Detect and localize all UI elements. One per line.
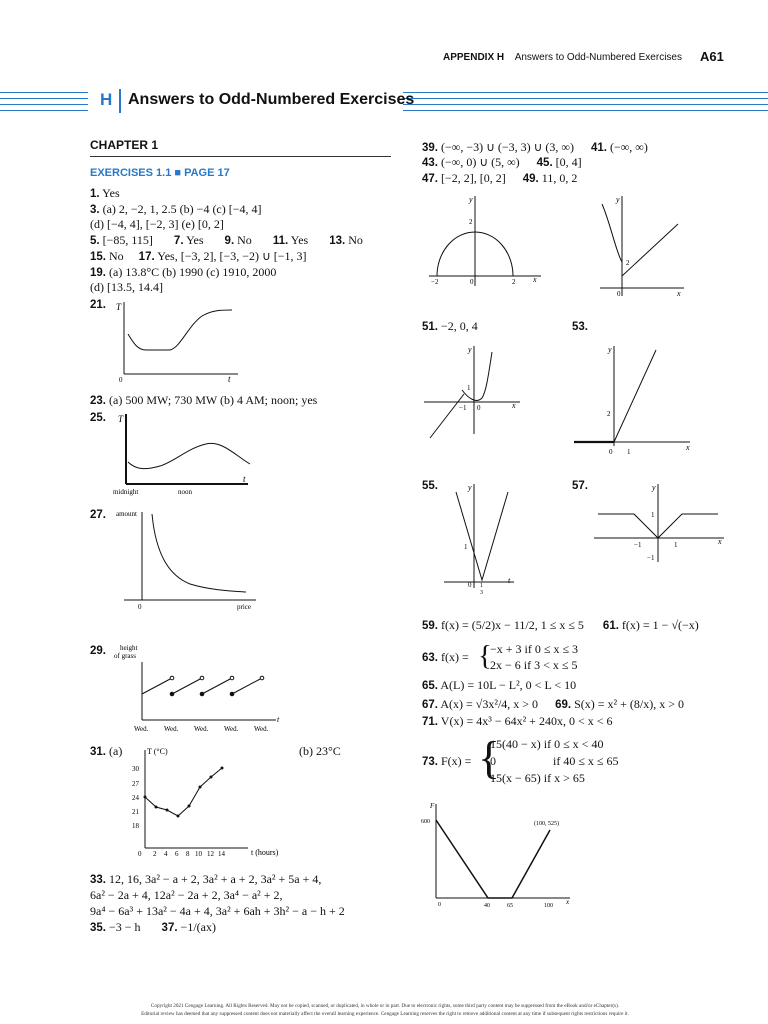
graph-51 (420, 342, 530, 442)
tick-label: 0 (470, 278, 474, 286)
axis-label: y (652, 483, 656, 492)
graph-27 (110, 506, 260, 612)
axis-label: x (533, 275, 537, 284)
tick-label: 1 (651, 511, 655, 519)
tick-label: −1 (634, 541, 642, 549)
tick-label: 1 (467, 384, 471, 392)
graph-41 (580, 192, 690, 304)
axis-label: y (616, 195, 620, 204)
axis-label: x (718, 537, 722, 546)
graph-39 (425, 192, 545, 290)
answer-39-41: 39. (−∞, −3) ∪ (−3, 3) ∪ (3, ∞) 41. (−∞, ∞) (422, 140, 648, 154)
graph-21 (110, 298, 250, 386)
svg-text:0: 0 (138, 850, 142, 858)
title-letter: H (100, 90, 113, 109)
answer-43-45: 43. (−∞, 0) ∪ (5, ∞) 45. [0, 4] (422, 155, 582, 169)
banner-rule-left (0, 110, 88, 111)
curve (145, 768, 222, 816)
axis-label: y (469, 195, 473, 204)
axis-label: F (430, 802, 435, 810)
axis-label: of grass (114, 652, 136, 660)
answer-65: 65. A(L) = 10L − L², 0 < L < 10 (422, 678, 577, 692)
axis-label: x (677, 289, 681, 298)
svg-text:21: 21 (132, 808, 139, 816)
answer-15-17: 15. No 17. Yes, [−3, 2], [−3, −2) ∪ [−1, 3] (90, 249, 307, 263)
svg-text:18: 18 (132, 822, 139, 830)
tick-label: 1 (627, 448, 631, 456)
segments (142, 676, 264, 696)
axis-label: 0 (138, 603, 142, 611)
svg-text:12: 12 (207, 850, 214, 858)
answer-63-case2: 2x − 6 if 3 < x ≤ 5 (490, 658, 578, 672)
copyright-line: Copyright 2021 Cengage Learning. All Rights Reserved. May not be copied, scanned, or duplicated, in whole or in part. Due to electronic rights, some third party content may be suppressed from the eBook and/or eChapter(s). (150, 1003, 620, 1009)
answer-63-case1: −x + 3 if 0 ≤ x ≤ 3 (490, 642, 579, 656)
svg-text:4: 4 (164, 850, 168, 858)
axis-label: t (hours) (251, 848, 279, 857)
answer-31: 31. (a) (90, 744, 123, 758)
tick-label: Wed. (194, 725, 209, 733)
title-divider (119, 89, 121, 113)
appendix-label: APPENDIX H (443, 52, 505, 63)
answer-51: 51. −2, 0, 4 (422, 319, 478, 333)
tick-label: 40 (484, 903, 490, 909)
curve (430, 394, 464, 438)
tick-label: Wed. (254, 725, 269, 733)
banner-rule-right (403, 98, 768, 99)
axis-label: T (116, 302, 122, 312)
tick-label: 2 (626, 259, 630, 267)
tick-label: −2 (431, 278, 439, 286)
curve (622, 224, 678, 276)
answer-19-cont: (d) [13.5, 14.4] (90, 280, 163, 294)
appendix-title: Answers to Odd-Numbered Exercises (514, 52, 682, 63)
answer-33: 33. 12, 16, 3a² − a + 2, 3a² + a + 2, 3a² + 5a + 4, (90, 872, 322, 886)
answer-57-label: 57. (572, 480, 588, 492)
tick-label: Wed. (134, 725, 149, 733)
y-ticks (132, 765, 140, 830)
svg-text:8: 8 (186, 850, 190, 858)
answer-55-label: 55. (422, 480, 438, 492)
answer-73: 73. F(x) = (422, 754, 472, 768)
answer-29-label: 29. (90, 645, 106, 657)
svg-text:6: 6 (175, 850, 179, 858)
tick-label: 2 (512, 278, 516, 286)
banner-rule-right (403, 104, 768, 105)
answer-73-case2: 0 if 40 ≤ x ≤ 65 (490, 754, 619, 768)
banner-rule-left (0, 98, 88, 99)
tick-label: 2 (469, 218, 473, 226)
axis-label: amount (116, 510, 137, 518)
answer-5-13: 5. [−85, 115] 7. Yes 9. No 11. Yes 13. No (90, 233, 363, 247)
axis-label: T (°C) (147, 747, 168, 756)
axis-label: height (120, 644, 138, 652)
curve (128, 310, 232, 350)
answer-33-cont2: 9a⁴ − 6a³ + 13a² − 4a + 4, 3a² + 6ah + 3h² − a − h + 2 (90, 904, 345, 918)
axis-label: y (608, 345, 612, 354)
answer-27-label: 27. (90, 509, 106, 521)
graph-55 (440, 480, 530, 600)
page-number: A61 (700, 49, 724, 64)
tick-label: 0 (438, 902, 441, 908)
tick-label: 0 (609, 448, 613, 456)
tick-label: 1 (480, 583, 483, 589)
answer-73-case1: 15(40 − x) if 0 ≤ x < 40 (490, 737, 604, 751)
axis-label: x (686, 443, 690, 452)
curve (152, 514, 246, 592)
answer-73-case3: 15(x − 65) if x > 65 (490, 771, 585, 785)
tick-label: 0 (468, 581, 472, 589)
curve (128, 443, 250, 468)
banner-rule-right (403, 92, 768, 93)
answer-63: 63. f(x) = (422, 650, 469, 664)
tick-label: 2 (607, 410, 611, 418)
curve (614, 350, 656, 442)
axis-label: t (243, 474, 246, 484)
graph-31 (118, 744, 288, 862)
axis-label: x (512, 401, 516, 410)
axis-label: t (277, 715, 280, 724)
tick-label: noon (178, 488, 192, 496)
answer-33-cont1: 6a² − 2a + 4, 12a² − 2a + 2, 3a⁴ − a² + 2, (90, 888, 283, 902)
tick-label: Wed. (224, 725, 239, 733)
axis-label: y (468, 345, 472, 354)
tick-label: midnight (113, 488, 139, 496)
tick-label: −1 (647, 554, 655, 562)
answer-19: 19. (a) 13.8°C (b) 1990 (c) 1910, 2000 (90, 265, 277, 279)
copyright-line: Editorial review has deemed that any suppressed content does not materially affect the overall learning experience. Cengage Learning reserves the right to remove additional content at any time if subsequent rights restrictions require it. (141, 1011, 629, 1017)
axis-label: 0 (119, 376, 123, 384)
graph-57 (590, 480, 730, 564)
svg-text:27: 27 (132, 780, 139, 788)
banner-rule-left (0, 92, 88, 93)
svg-text:2: 2 (153, 850, 157, 858)
page-title: Answers to Odd-Numbered Exercises (128, 91, 415, 108)
answer-53-label: 53. (572, 321, 588, 333)
answer-25-label: 25. (90, 412, 106, 424)
tick-label: 100 (544, 903, 553, 909)
curve (602, 204, 622, 262)
answer-71: 71. V(x) = 4x³ − 64x² + 240x, 0 < x < 6 (422, 714, 613, 728)
axis-label: t (508, 576, 511, 585)
svg-text:14: 14 (218, 850, 225, 858)
curve (462, 352, 492, 400)
axis-label: T (118, 414, 124, 424)
tick-label: Wed. (164, 725, 179, 733)
graph-53 (570, 342, 700, 460)
x-ticks (138, 850, 226, 858)
tick-label: 0 (617, 290, 621, 298)
svg-text:30: 30 (132, 765, 139, 773)
svg-text:10: 10 (195, 850, 202, 858)
tick-label: (100, 525) (534, 821, 559, 827)
answer-31b: (b) 23°C (299, 744, 341, 758)
svg-text:24: 24 (132, 794, 139, 802)
curve (436, 820, 550, 898)
brace: { (478, 732, 501, 783)
chapter-rule (90, 156, 391, 157)
tick-label: −1 (459, 404, 467, 412)
banner-rule-right (403, 110, 768, 111)
tick-label: 1 (464, 543, 468, 551)
answer-1: 1. Yes (90, 186, 120, 200)
axis-label: price (237, 603, 251, 611)
graph-25 (110, 410, 255, 500)
tick-label: 65 (507, 903, 513, 909)
answer-3-cont: (d) [−4, 4], [−2, 3] (e) [0, 2] (90, 217, 224, 231)
answer-23: 23. (a) 500 MW; 730 MW (b) 4 AM; noon; yes (90, 393, 318, 407)
banner-rule-left (0, 104, 88, 105)
chapter-heading: CHAPTER 1 (90, 138, 159, 152)
tick-label: 1 (674, 541, 678, 549)
graph-29 (110, 642, 280, 734)
axis-label: x (566, 898, 570, 906)
tick-label: 600 (421, 819, 430, 825)
tick-label: 0 (477, 404, 481, 412)
answer-67-69: 67. A(x) = √3x²/4, x > 0 69. S(x) = x² + (8/x), x > 0 (422, 697, 684, 711)
tick-label: 3 (480, 590, 483, 596)
exercises-heading: EXERCISES 1.1 ■ PAGE 17 (90, 167, 230, 179)
graph-73 (420, 798, 580, 914)
answer-21-label: 21. (90, 299, 106, 311)
answer-35-37: 35. −3 − h 37. −1/(ax) (90, 920, 216, 934)
running-header (443, 52, 682, 63)
axis-label: t (228, 374, 231, 384)
points (144, 767, 224, 818)
axis-label: y (468, 483, 472, 492)
brace: { (478, 640, 492, 672)
answer-59-61: 59. f(x) = (5/2)x − 11/2, 1 ≤ x ≤ 5 61. f(x) = 1 − √(−x) (422, 618, 699, 632)
curve (456, 492, 508, 580)
answer-47-49: 47. [−2, 2], [0, 2] 49. 11, 0, 2 (422, 171, 578, 185)
answer-3: 3. (a) 2, −2, 1, 2.5 (b) −4 (c) [−4, 4] (90, 202, 262, 216)
